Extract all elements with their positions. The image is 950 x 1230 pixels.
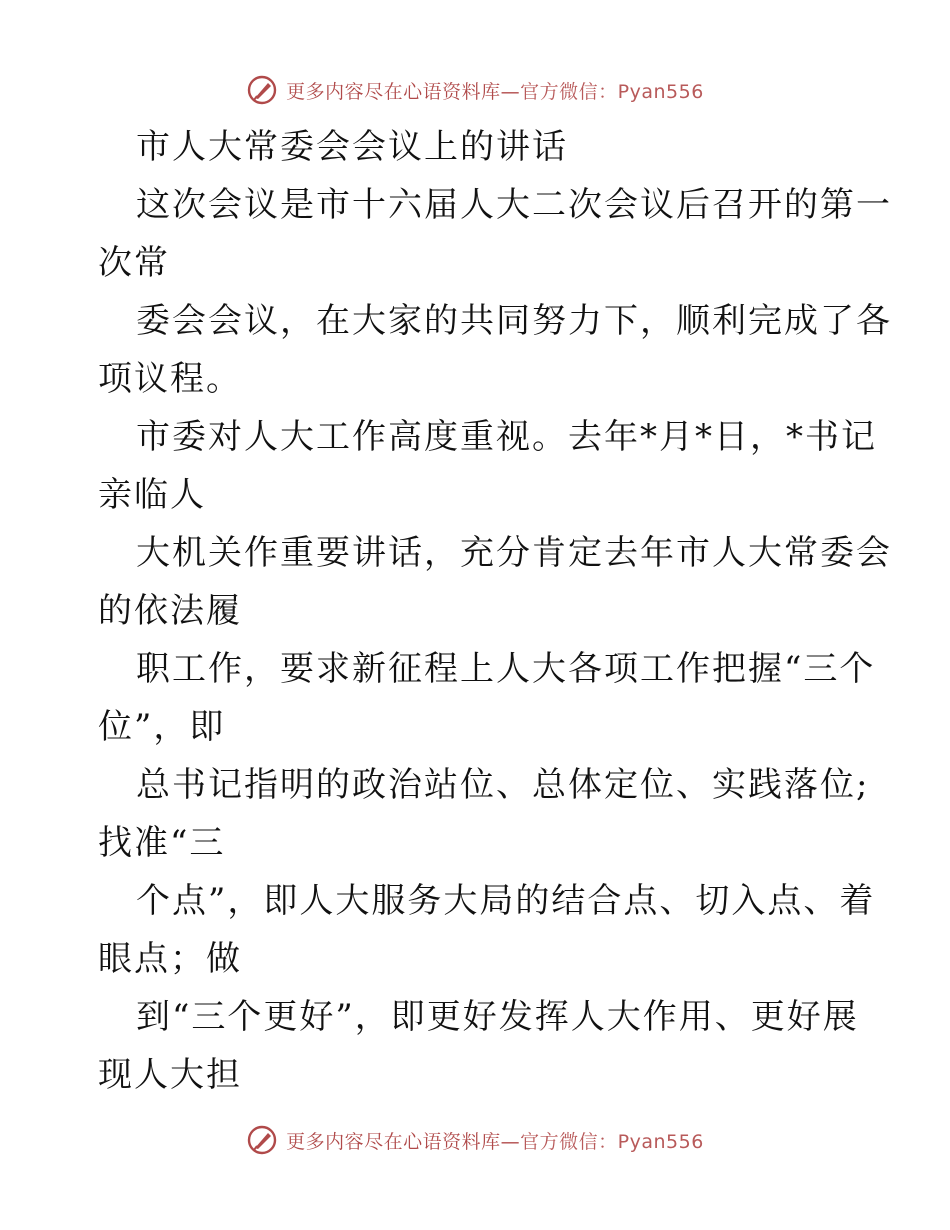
text-line: 眼点；做 [98,939,242,979]
watermark-dash: — [500,80,521,103]
text-line: 委会会议，在大家的共同努力下，顺利完成了各 [136,301,892,341]
footer-watermark [0,1120,950,1160]
document-title: 市人大常委会会议上的讲话 [136,127,568,167]
quill-pen-logo-icon [246,74,278,106]
watermark-site-text: 更多内容尽在心语资料库 [286,1130,501,1153]
text-line: 位”，即 [98,707,226,747]
text-line: 大机关作重要讲话，充分肯定去年市人大常委会 [136,533,892,573]
header-watermark [0,70,950,110]
watermark-text [286,77,704,104]
text-line: 次常 [98,243,170,283]
watermark-contact-text: 官方微信：Pyan556 [520,80,704,103]
text-line: 到“三个更好”，即更好发挥人大作用、更好展 [136,997,859,1037]
text-line: 职工作，要求新征程上人大各项工作把握“三个 [136,649,876,689]
text-line: 市委对人大工作高度重视。去年*月*日，*书记 [136,417,877,457]
text-line: 总书记指明的政治站位、总体定位、实践落位; [136,765,870,805]
watermark-text [286,1127,704,1154]
text-line: 这次会议是市十六届人大二次会议后召开的第一 [136,185,892,225]
quill-pen-logo-icon [246,1124,278,1156]
watermark-contact-text: 官方微信：Pyan556 [520,1130,704,1153]
watermark-site-text: 更多内容尽在心语资料库 [286,80,501,103]
document-body [98,118,892,1104]
text-line: 找准“三 [98,823,226,863]
text-line: 的依法履 [98,591,242,631]
text-line: 亲临人 [98,475,206,515]
text-line: 现人大担 [98,1055,242,1095]
watermark-dash: — [500,1130,521,1153]
text-line: 项议程。 [98,359,242,399]
text-line: 个点”，即人大服务大局的结合点、切入点、着 [136,881,876,921]
